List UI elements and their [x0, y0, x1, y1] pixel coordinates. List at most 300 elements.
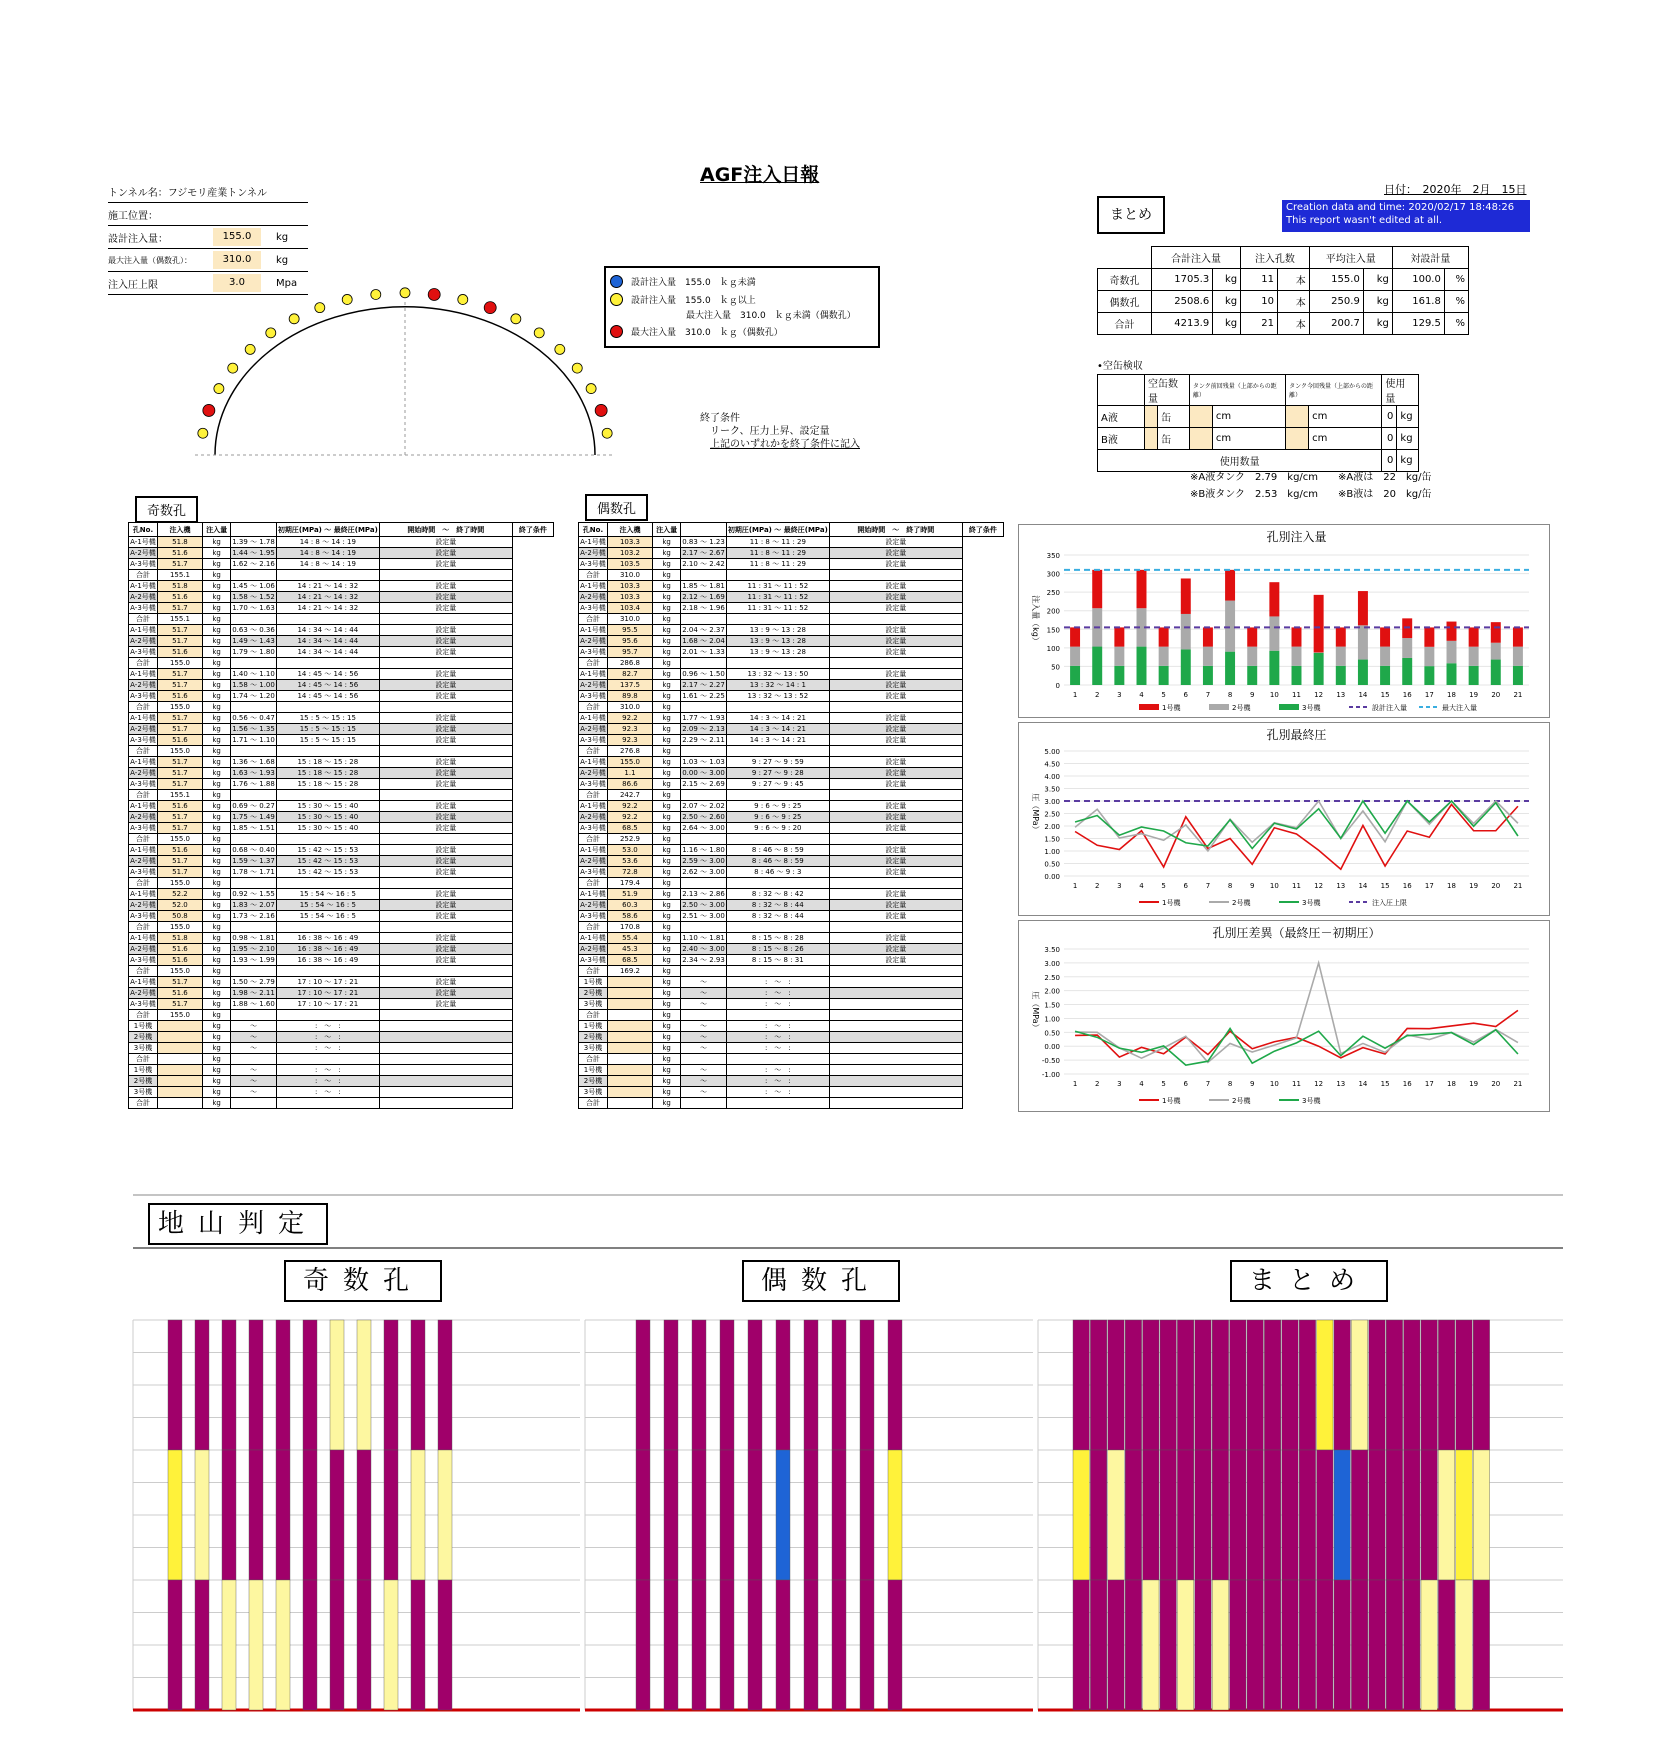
table-row: A-2号機 60.3 kg 2.50 ～ 3.00 8 : 32 ～ 8 : 44 設定量 [579, 900, 1004, 911]
y-tick-label: 350 [1046, 552, 1060, 560]
table-row: A-2号機 53.6 kg 2.59 ～ 3.00 8 : 46 ～ 8 : 59 設定量 [579, 856, 1004, 867]
y-tick-label: 1.50 [1044, 1001, 1060, 1010]
hole-marker [289, 314, 299, 324]
jiyama-odd-label: 奇数孔 [284, 1260, 442, 1302]
bar [1247, 627, 1257, 646]
jiyama-bar [692, 1580, 706, 1710]
bar [1424, 627, 1434, 646]
x-tick-label: 15 [1380, 882, 1390, 890]
jiyama-bar [330, 1450, 344, 1580]
hole-marker [342, 294, 352, 304]
bar [1114, 647, 1124, 666]
bar [1513, 627, 1523, 646]
table-row: 合計 kg [579, 1010, 1004, 1021]
jiyama-bar [384, 1580, 398, 1710]
hole-marker [602, 428, 612, 438]
bar [1269, 582, 1279, 616]
chart-title: 孔別注入量 [1266, 530, 1327, 544]
jiyama-bar [1334, 1320, 1350, 1450]
legend-label: 3号機 [1302, 704, 1321, 712]
jiyama-bar [411, 1450, 425, 1580]
jiyama-bar [1386, 1580, 1402, 1710]
jiyama-bar [1334, 1450, 1350, 1580]
jiyama-bar [888, 1580, 902, 1710]
x-tick-label: 19 [1469, 1080, 1479, 1088]
hole-marker [428, 288, 440, 300]
jiyama-bar [1090, 1320, 1106, 1450]
max-volume-value: 310.0 [213, 251, 261, 269]
jiyama-bar [1404, 1580, 1420, 1710]
y-tick-label: 5.00 [1044, 748, 1060, 756]
x-tick-label: 19 [1469, 691, 1479, 699]
bar [1203, 666, 1213, 685]
table-row: A-3号機 51.6 kg 1.74 ～ 1.20 14 : 45 ～ 14 : 56 設定量 [129, 691, 554, 702]
table-row: A-1号機 51.8 kg 1.45 ～ 1.06 14 : 21 ～ 14 : 32 設定量 [129, 581, 554, 592]
max-volume-row: 最大注入量（偶数孔）： 310.0 kg [108, 249, 308, 272]
tank-note-a: ※A液タンク 2.79 kg/cm ※A液は 22 kg/缶 [1190, 472, 1432, 483]
chart-title: 孔別圧差異（最終圧－初期圧） [1212, 926, 1381, 940]
jiyama-bar [1473, 1320, 1489, 1450]
x-tick-label: 6 [1183, 882, 1189, 890]
info-block [108, 180, 308, 295]
hole-marker [266, 328, 276, 338]
x-tick-label: 15 [1380, 691, 1390, 699]
jiyama-bar [195, 1320, 209, 1450]
x-tick-label: 12 [1314, 1080, 1324, 1088]
x-tick-label: 3 [1117, 1080, 1122, 1088]
x-tick-label: 5 [1161, 1080, 1166, 1088]
y-tick-label: 3.50 [1044, 946, 1060, 954]
table-row: 合計 170.8 kg [579, 922, 1004, 933]
table-row: A-1号機 103.3 kg 1.85 ～ 1.81 11 : 31 ～ 11 : 52 設定量 [579, 581, 1004, 592]
hole-marker [228, 363, 238, 373]
jiyama-bar [276, 1580, 290, 1710]
legend-swatch [1139, 704, 1159, 710]
jiyama-bar [804, 1320, 818, 1450]
x-tick-label: 6 [1183, 1080, 1189, 1088]
table-row: A-3号機 72.8 kg 2.62 ～ 3.00 8 : 46 ～ 9 : 3 設定量 [579, 867, 1004, 878]
table-row: A-1号機 51.8 kg 0.98 ～ 1.81 16 : 38 ～ 16 : 49 設定量 [129, 933, 554, 944]
table-row: A-2号機 92.3 kg 2.09 ～ 2.13 14 : 3 ～ 14 : 21 設定量 [579, 724, 1004, 735]
x-tick-label: 2 [1094, 1080, 1100, 1088]
legend-label: 2号機 [1232, 1097, 1251, 1105]
jiyama-bar [1438, 1320, 1454, 1450]
jiyama-bar [1247, 1450, 1263, 1580]
table-row: A-3号機 58.6 kg 2.51 ～ 3.00 8 : 32 ～ 8 : 44 設定量 [579, 911, 1004, 922]
y-axis-label: 注入量（kg） [1031, 595, 1040, 645]
bar [1336, 647, 1346, 666]
jiyama-bar [1212, 1320, 1228, 1450]
x-tick-label: 9 [1249, 1080, 1255, 1088]
table-row: A-2号機 92.2 kg 2.50 ～ 2.60 9 : 6 ～ 9 : 25 設定量 [579, 812, 1004, 823]
jiyama-bar [1090, 1580, 1106, 1710]
table-row: A-2号機 45.3 kg 2.40 ～ 3.00 8 : 15 ～ 8 : 26 設定量 [579, 944, 1004, 955]
legend-swatch [1279, 704, 1299, 710]
table-row: 3号機 kg ～ : ～ : [129, 1087, 554, 1098]
y-tick-label: 3.50 [1044, 785, 1060, 794]
table-row: 2号機 kg ～ : ～ : [579, 1032, 1004, 1043]
table-row: 1号機 kg ～ : ～ : [579, 977, 1004, 988]
jiyama-bar [1317, 1580, 1333, 1710]
table-row: A-1号機 51.6 kg 0.69 ～ 0.27 15 : 30 ～ 15 : 40 設定量 [129, 801, 554, 812]
table-row: A-3号機 51.7 kg 1.62 ～ 2.16 14 : 8 ～ 14 : 19 設定量 [129, 559, 554, 570]
table-row: 合計 242.7 kg [579, 790, 1004, 801]
jiyama-bar [664, 1580, 678, 1710]
jiyama-label: 地山判定 [148, 1203, 328, 1245]
table-row: A-3号機 51.6 kg 1.79 ～ 1.80 14 : 34 ～ 14 : 44 設定量 [129, 647, 554, 658]
jiyama-bar [357, 1580, 371, 1710]
bar [1424, 647, 1434, 666]
jiyama-bar [1351, 1450, 1367, 1580]
y-tick-label: 0.00 [1044, 1043, 1060, 1052]
bar [1203, 627, 1213, 646]
legend-label: 注入圧上限 [1372, 899, 1407, 907]
chart-title: 孔別最終圧 [1266, 728, 1327, 742]
x-tick-label: 2 [1094, 882, 1100, 890]
bar [1292, 666, 1302, 685]
hole-marker [458, 294, 468, 304]
jiyama-bar [1456, 1320, 1472, 1450]
x-tick-label: 21 [1513, 882, 1523, 890]
jiyama-bar [438, 1580, 452, 1710]
x-tick-label: 7 [1205, 691, 1211, 699]
x-tick-label: 19 [1469, 882, 1479, 890]
can-inspection-table: 空缶数量 タンク前回残量（上部からの距離） タンク今回残量（上部からの距離） 使用量 A液 缶 cm cm 0 kg B液 缶 cm cm 0 kg 使用数量 0 kg [1097, 374, 1419, 472]
hole-marker [198, 428, 208, 438]
hole-marker [315, 303, 325, 313]
bar [1358, 591, 1368, 625]
table-row: 1号機 kg ～ : ～ : [129, 1021, 554, 1032]
jiyama-bar [1299, 1580, 1315, 1710]
summary-table: 合計注入量 注入孔数 平均注入量 対設計量 奇数孔 1705.3 kg 11 本 155.0 kg 100.0 % 偶数孔 2508.6 kg 10 本 250.9 kg 161.8 % 合計 4213.9 kg 21 本 200.7 kg 129.5 % [1097, 246, 1469, 335]
table-row: 合計 155.0 kg [129, 1010, 554, 1021]
y-tick-label: 100 [1046, 644, 1060, 653]
jiyama-bar [1160, 1450, 1176, 1580]
jiyama-bar [330, 1320, 344, 1450]
table-row: A-1号機 51.9 kg 2.13 ～ 2.86 8 : 32 ～ 8 : 42 設定量 [579, 889, 1004, 900]
bar [1181, 614, 1191, 650]
jiyama-bar [720, 1580, 734, 1710]
x-tick-label: 16 [1402, 1080, 1412, 1088]
jiyama-bar [1282, 1580, 1298, 1710]
bar [1402, 658, 1412, 685]
table-row: 合計 169.2 kg [579, 966, 1004, 977]
table-row: A-1号機 92.2 kg 1.77 ～ 1.93 14 : 3 ～ 14 : 21 設定量 [579, 713, 1004, 724]
x-tick-label: 10 [1269, 882, 1279, 890]
bar [1247, 666, 1257, 685]
bar [1447, 663, 1457, 685]
jiyama-bar [384, 1450, 398, 1580]
creation-notice: Creation data and time: 2020/02/17 18:48:26 This report wasn't edited at all. [1282, 200, 1530, 232]
bar [1314, 595, 1324, 653]
table-row: A-3号機 51.6 kg 1.71 ～ 1.10 15 : 5 ～ 15 : 15 設定量 [129, 735, 554, 746]
jiyama-bar [1177, 1320, 1193, 1450]
table-row: A-2号機 51.6 kg 1.95 ～ 2.10 16 : 38 ～ 16 : 49 設定量 [129, 944, 554, 955]
bar [1070, 666, 1080, 685]
jiyama-bar [1473, 1450, 1489, 1580]
jiyama-bar [636, 1450, 650, 1580]
jiyama-bar [1317, 1450, 1333, 1580]
jiyama-bar [1404, 1320, 1420, 1450]
jiyama-bar [1438, 1580, 1454, 1710]
table-row: A-1号機 51.8 kg 1.39 ～ 1.78 14 : 8 ～ 14 : 19 設定量 [129, 537, 554, 548]
jiyama-bar [1230, 1580, 1246, 1710]
jiyama-bar [1386, 1450, 1402, 1580]
jiyama-bar [860, 1450, 874, 1580]
table-row: A-2号機 103.3 kg 2.12 ～ 1.69 11 : 31 ～ 11 : 52 設定量 [579, 592, 1004, 603]
jiyama-bar [168, 1450, 182, 1580]
jiyama-bar [276, 1450, 290, 1580]
x-tick-label: 9 [1249, 691, 1255, 699]
jiyama-bar [303, 1580, 317, 1710]
table-row: A-2号機 51.6 kg 1.44 ～ 1.95 14 : 8 ～ 14 : 19 設定量 [129, 548, 554, 559]
jiyama-bar [1125, 1580, 1141, 1710]
hole-marker [534, 328, 544, 338]
bar [1137, 570, 1147, 608]
table-row: A-3号機 68.5 kg 2.34 ～ 2.93 8 : 15 ～ 8 : 31 設定量 [579, 955, 1004, 966]
jiyama-bar [860, 1580, 874, 1710]
x-tick-label: 7 [1205, 882, 1211, 890]
x-tick-label: 13 [1336, 882, 1346, 890]
y-tick-label: 0.00 [1044, 873, 1060, 881]
jiyama-bar [748, 1320, 762, 1450]
table-row: A-1号機 51.7 kg 1.40 ～ 1.10 14 : 45 ～ 14 : 56 設定量 [129, 669, 554, 680]
jiyama-bar [1456, 1450, 1472, 1580]
jiyama-bar [832, 1580, 846, 1710]
jiyama-bar [1125, 1320, 1141, 1450]
x-tick-label: 2 [1094, 691, 1100, 699]
table-row: A-3号機 50.8 kg 1.73 ～ 2.16 15 : 54 ～ 16 : 5 設定量 [129, 911, 554, 922]
table-row: 合計 155.0 kg [129, 966, 554, 977]
table-row: 合計 310.0 kg [579, 570, 1004, 581]
jiyama-bar [1264, 1320, 1280, 1450]
series-line [1075, 1010, 1518, 1058]
x-tick-label: 7 [1205, 1080, 1211, 1088]
table-row: A-3号機 103.4 kg 2.18 ～ 1.96 11 : 31 ～ 11 : 52 設定量 [579, 603, 1004, 614]
x-tick-label: 12 [1314, 882, 1324, 890]
jiyama-even-label: 偶数孔 [742, 1260, 900, 1302]
jiyama-bar [804, 1450, 818, 1580]
jiyama-bar [832, 1320, 846, 1450]
jiyama-bar [168, 1580, 182, 1710]
y-tick-label: 0 [1055, 682, 1060, 690]
summary-row: 合計 4213.9 kg 21 本 200.7 kg 129.5 % [1098, 313, 1469, 335]
legend-label: 最大注入量 [1442, 704, 1477, 712]
table-row: A-1号機 51.7 kg 0.56 ～ 0.47 15 : 5 ～ 15 : 15 設定量 [129, 713, 554, 724]
legend-label: 2号機 [1232, 899, 1251, 907]
table-row: A-2号機 137.5 kg 2.17 ～ 2.27 13 : 32 ～ 14 : 1 設定量 [579, 680, 1004, 691]
bar [1380, 647, 1390, 666]
table-row: A-2号機 51.7 kg 1.56 ～ 1.35 15 : 5 ～ 15 : 15 設定量 [129, 724, 554, 735]
jiyama-bar [1299, 1450, 1315, 1580]
bar [1424, 666, 1434, 685]
table-row: A-1号機 55.4 kg 1.10 ～ 1.81 8 : 15 ～ 8 : 28 設定量 [579, 933, 1004, 944]
x-tick-label: 11 [1292, 882, 1301, 890]
chart-final-pressure [1018, 722, 1550, 916]
bar [1380, 666, 1390, 685]
table-row: 合計 310.0 kg [579, 614, 1004, 625]
pressure-limit-value: 3.0 [213, 274, 261, 292]
table-row: 合計 kg [129, 1054, 554, 1065]
bar [1491, 643, 1501, 660]
jiyama-bar [776, 1320, 790, 1450]
jiyama-bar [1160, 1580, 1176, 1710]
jiyama-bar [1212, 1450, 1228, 1580]
x-tick-label: 17 [1424, 1080, 1434, 1088]
hole-marker [371, 289, 381, 299]
table-row: 合計 kg [579, 1098, 1004, 1109]
table-row: 合計 kg [579, 1054, 1004, 1065]
y-axis-label: 圧（MPa） [1031, 991, 1040, 1032]
jiyama-bar [1438, 1450, 1454, 1580]
table-row: A-2号機 95.6 kg 1.68 ～ 2.04 13 : 9 ～ 13 : 28 設定量 [579, 636, 1004, 647]
x-tick-label: 4 [1139, 1080, 1144, 1088]
x-tick-label: 20 [1491, 882, 1501, 890]
hole-marker [214, 384, 224, 394]
hole-arch-diagram [185, 285, 625, 465]
jiyama-bar [195, 1580, 209, 1710]
x-tick-label: 17 [1424, 691, 1434, 699]
x-tick-label: 12 [1314, 691, 1324, 699]
odd-label: 奇数孔 [135, 496, 198, 523]
bar [1137, 647, 1147, 685]
x-tick-label: 18 [1447, 882, 1456, 890]
jiyama-bar [1108, 1450, 1124, 1580]
jiyama-bar [1369, 1450, 1385, 1580]
chart-volume [1018, 524, 1550, 718]
hole-marker [400, 288, 410, 298]
legend-label: 1号機 [1162, 1097, 1181, 1105]
hole-marker [586, 384, 596, 394]
jiyama-bar [222, 1320, 236, 1450]
bar [1225, 570, 1235, 601]
y-tick-label: 150 [1046, 626, 1060, 635]
x-tick-label: 15 [1380, 1080, 1390, 1088]
table-row: A-2号機 51.6 kg 1.58 ～ 1.52 14 : 21 ～ 14 : 32 設定量 [129, 592, 554, 603]
table-row: 3号機 kg ～ : ～ : [579, 1087, 1004, 1098]
x-tick-label: 21 [1513, 1080, 1523, 1088]
y-tick-label: 200 [1046, 607, 1060, 616]
legend-box: 設計注入量 155.0 ｋｇ未満 設計注入量 155.0 ｋｇ以上 最大注入量 310.0 ｋｇ未満（偶数孔） 最大注入量 310.0 ｋｇ（偶数孔） [604, 266, 880, 348]
hole-marker [555, 344, 565, 354]
table-row: 合計 155.0 kg [129, 834, 554, 845]
summary-row: 奇数孔 1705.3 kg 11 本 155.0 kg 100.0 % [1098, 269, 1469, 291]
table-row: A-2号機 51.7 kg 1.58 ～ 1.00 14 : 45 ～ 14 : 56 設定量 [129, 680, 554, 691]
jiyama-bar [411, 1580, 425, 1710]
x-tick-label: 1 [1072, 1080, 1078, 1088]
jiyama-bar [1317, 1320, 1333, 1450]
x-tick-label: 4 [1139, 882, 1144, 890]
yellow-dot-icon [610, 293, 623, 306]
table-row: 3号機 kg ～ : ～ : [129, 1043, 554, 1054]
jiyama-bar [411, 1320, 425, 1450]
table-row: 2号機 kg ～ : ～ : [579, 1076, 1004, 1087]
jiyama-bar [1230, 1320, 1246, 1450]
jiyama-bar [1299, 1320, 1315, 1450]
bar [1159, 647, 1169, 666]
jiyama-bar [1421, 1580, 1437, 1710]
jiyama-bar [776, 1450, 790, 1580]
x-tick-label: 4 [1139, 691, 1144, 699]
table-row: 2号機 kg ～ : ～ : [129, 1076, 554, 1087]
bar [1203, 647, 1213, 666]
jiyama-bar [692, 1450, 706, 1580]
table-row: A-1号機 82.7 kg 0.96 ～ 1.50 13 : 32 ～ 13 : 50 設定量 [579, 669, 1004, 680]
jiyama-bar [720, 1320, 734, 1450]
table-row: A-2号機 1.1 kg 0.00 ～ 3.00 9 : 27 ～ 9 : 28 設定量 [579, 768, 1004, 779]
jiyama-bar [1108, 1320, 1124, 1450]
jiyama-bar [303, 1450, 317, 1580]
jiyama-bar [1212, 1580, 1228, 1710]
y-tick-label: 2.00 [1044, 987, 1060, 996]
jiyama-bar [1404, 1450, 1420, 1580]
y-tick-label: -0.50 [1041, 1057, 1060, 1066]
bar [1292, 627, 1302, 646]
x-tick-label: 3 [1117, 691, 1122, 699]
x-tick-label: 20 [1491, 1080, 1501, 1088]
bar [1181, 649, 1191, 685]
hole-marker [484, 302, 496, 314]
table-row: 合計 179.4 kg [579, 878, 1004, 889]
table-row: A-3号機 68.5 kg 2.64 ～ 3.00 9 : 6 ～ 9 : 20 設定量 [579, 823, 1004, 834]
bar [1336, 627, 1346, 646]
table-row: A-3号機 103.5 kg 2.10 ～ 2.42 11 : 8 ～ 11 : 29 設定量 [579, 559, 1004, 570]
jiyama-bar [1160, 1320, 1176, 1450]
x-tick-label: 11 [1292, 691, 1301, 699]
x-tick-label: 10 [1269, 1080, 1279, 1088]
bar [1513, 666, 1523, 685]
jiyama-bar [195, 1450, 209, 1580]
jiyama-bar [720, 1450, 734, 1580]
bar [1159, 627, 1169, 646]
even-injection-table: 孔No. 注入機 注入量 初期圧(MPa) ～ 最終圧(MPa) 開始時間 ～ 終了時間 終了条件 A-1号機 103.3 kg 0.83 ～ 1.23 11 : 8 ～ 11 : 29 設定量 A-2号機 103.2 kg 2.17 ～ 2.67 11 : 8 ～ 11 : 29 設定量 A-3号機 103.5 kg 2.10 ～ 2.42 11 : 8 ～ 11 : 29 設定量 合計 310.0 kg A-1号機 103.3 kg 1.85 ～ 1.81 11 : 31 ～ 11 : 52 設定量 A-2号機 103.3 kg 2.12 ～ 1.69 11 : 31 ～ 11 : 52 設定量 A-3号機 103.4 kg 2.18 ～ 1.96 11 : 31 ～ 11 : 52 設定量 合計 310.0 kg A-1号機 95.5 kg 2.04 ～ 2.37 13 : 9 ～ 13 : 28 設定量 A-2号機 95.6 kg 1.68 ～ 2.04 13 : 9 ～ 13 : 28 設定量 A-3号機 95.7 kg 2.01 ～ 1.33 13 : 9 ～ 13 : 28 設定量 合計 286.8 kg A-1号機 82.7 kg 0.96 ～ 1.50 13 : 32 ～ 13 : 50 設定量 A-2号機 137.5 kg 2.17 ～ 2.27 13 : 32 ～ 14 : 1 設定量 A-3号機 89.8 kg 1.61 ～ 2.25 13 : 32 ～ 13 : 52 設定量 合計 310.0 kg A-1号機 92.2 kg 1.77 ～ 1.93 14 : 3 ～ 14 : 21 設定量 A-2号機 92.3 kg 2.09 ～ 2.13 14 : 3 ～ 14 : 21 設定量 A-3号機 92.3 kg 2.29 ～ 2.11 14 : 3 ～ 14 : 21 設定量 合計 276.8 kg A-1号機 155.0 kg 1.03 ～ 1.03 9 : 27 ～ 9 : 59 設定量 A-2号機 1.1 kg 0.00 ～ 3.00 9 : 27 ～ 9 : 28 設定量 A-3号機 86.6 kg 2.15 ～ 2.69 9 : 27 ～ 9 : 45 設定量 合計 242.7 kg A-1号機 92.2 kg 2.07 ～ 2.02 9 : 6 ～ 9 : 25 設定量 A-2号機 92.2 kg 2.50 ～ 2.60 9 : 6 ～ 9 : 25 設定量 A-3号機 68.5 kg 2.64 ～ 3.00 9 : 6 ～ 9 : 20 設定量 合計 252.9 kg A-1号機 53.0 kg 1.16 ～ 1.80 8 : 46 ～ 8 : 59 設定量 A-2号機 53.6 kg 2.59 ～ 3.00 8 : 46 ～ 8 : 59 設定量 A-3号機 72.8 kg 2.62 ～ 3.00 8 : 46 ～ 9 : 3 設定量 合計 179.4 kg A-1号機 51.9 kg 2.13 ～ 2.86 8 : 32 ～ 8 : 42 設定量 A-2号機 60.3 kg 2.50 ～ 3.00 8 : 32 ～ 8 : 44 設定量 A-3号機 58.6 kg 2.51 ～ 3.00 8 : 32 ～ 8 : 44 設定量 合計 170.8 kg A-1号機 55.4 kg 1.10 ～ 1.81 8 : 15 ～ 8 : 28 設定量 A-2号機 45.3 kg 2.40 ～ 3.00 8 : 15 ～ 8 : 26 設定量 A-3号機 68.5 kg 2.34 ～ 2.93 8 : 15 ～ 8 : 31 設定量 合計 169.2 kg 1号機 kg ～ : ～ : 2号機 kg ～ : ～ : 3号機 kg ～ : ～ : 合計 kg 1号機 kg ～ : ～ : 2号機 kg ～ : ～ : 3号機 kg ～ : ～ : 合計 kg 1号機 kg ～ : ～ : 2号機 kg ～ : ～ : 3号機 kg ～ : ～ : 合計 kg [578, 522, 1004, 1109]
x-tick-label: 11 [1292, 1080, 1301, 1088]
bar [1070, 627, 1080, 646]
page-title: AGF注入日報 [700, 164, 820, 186]
x-tick-label: 20 [1491, 691, 1501, 699]
jiyama-bar [1073, 1320, 1089, 1450]
bar [1269, 616, 1279, 650]
design-volume-value: 155.0 [213, 228, 261, 246]
table-row: A-1号機 92.2 kg 2.07 ～ 2.02 9 : 6 ～ 9 : 25 設定量 [579, 801, 1004, 812]
table-row: 合計 155.0 kg [129, 922, 554, 933]
bar [1092, 570, 1102, 608]
end-condition: 終了条件 リーク、圧力上昇、設定量 上記のいずれかを終了条件に記入 [700, 413, 860, 450]
bar [1114, 666, 1124, 685]
y-tick-label: 1.50 [1044, 835, 1060, 844]
table-row: 1号機 kg ～ : ～ : [129, 1065, 554, 1076]
table-row: A-3号機 89.8 kg 1.61 ～ 2.25 13 : 32 ～ 13 : 52 設定量 [579, 691, 1004, 702]
jiyama-bar [1264, 1580, 1280, 1710]
jiyama-bar [692, 1320, 706, 1450]
jiyama-bar [888, 1450, 902, 1580]
table-row: A-3号機 51.7 kg 1.85 ～ 1.51 15 : 30 ～ 15 : 40 設定量 [129, 823, 554, 834]
table-row: 合計 155.0 kg [129, 746, 554, 757]
jiyama-bar [1108, 1580, 1124, 1710]
jiyama-bar [303, 1320, 317, 1450]
jiyama-bar [860, 1320, 874, 1450]
bar [1070, 647, 1080, 666]
table-row: 2号機 kg ～ : ～ : [129, 1032, 554, 1043]
x-tick-label: 16 [1402, 691, 1412, 699]
bar [1292, 647, 1302, 666]
jiyama-bar [748, 1580, 762, 1710]
table-row: A-3号機 92.3 kg 2.29 ～ 2.11 14 : 3 ～ 14 : 21 設定量 [579, 735, 1004, 746]
table-row: A-3号機 51.6 kg 1.93 ～ 1.99 16 : 38 ～ 16 : 49 設定量 [129, 955, 554, 966]
jiyama-bar [1456, 1580, 1472, 1710]
jiyama-bar [1247, 1580, 1263, 1710]
x-tick-label: 8 [1227, 691, 1233, 699]
